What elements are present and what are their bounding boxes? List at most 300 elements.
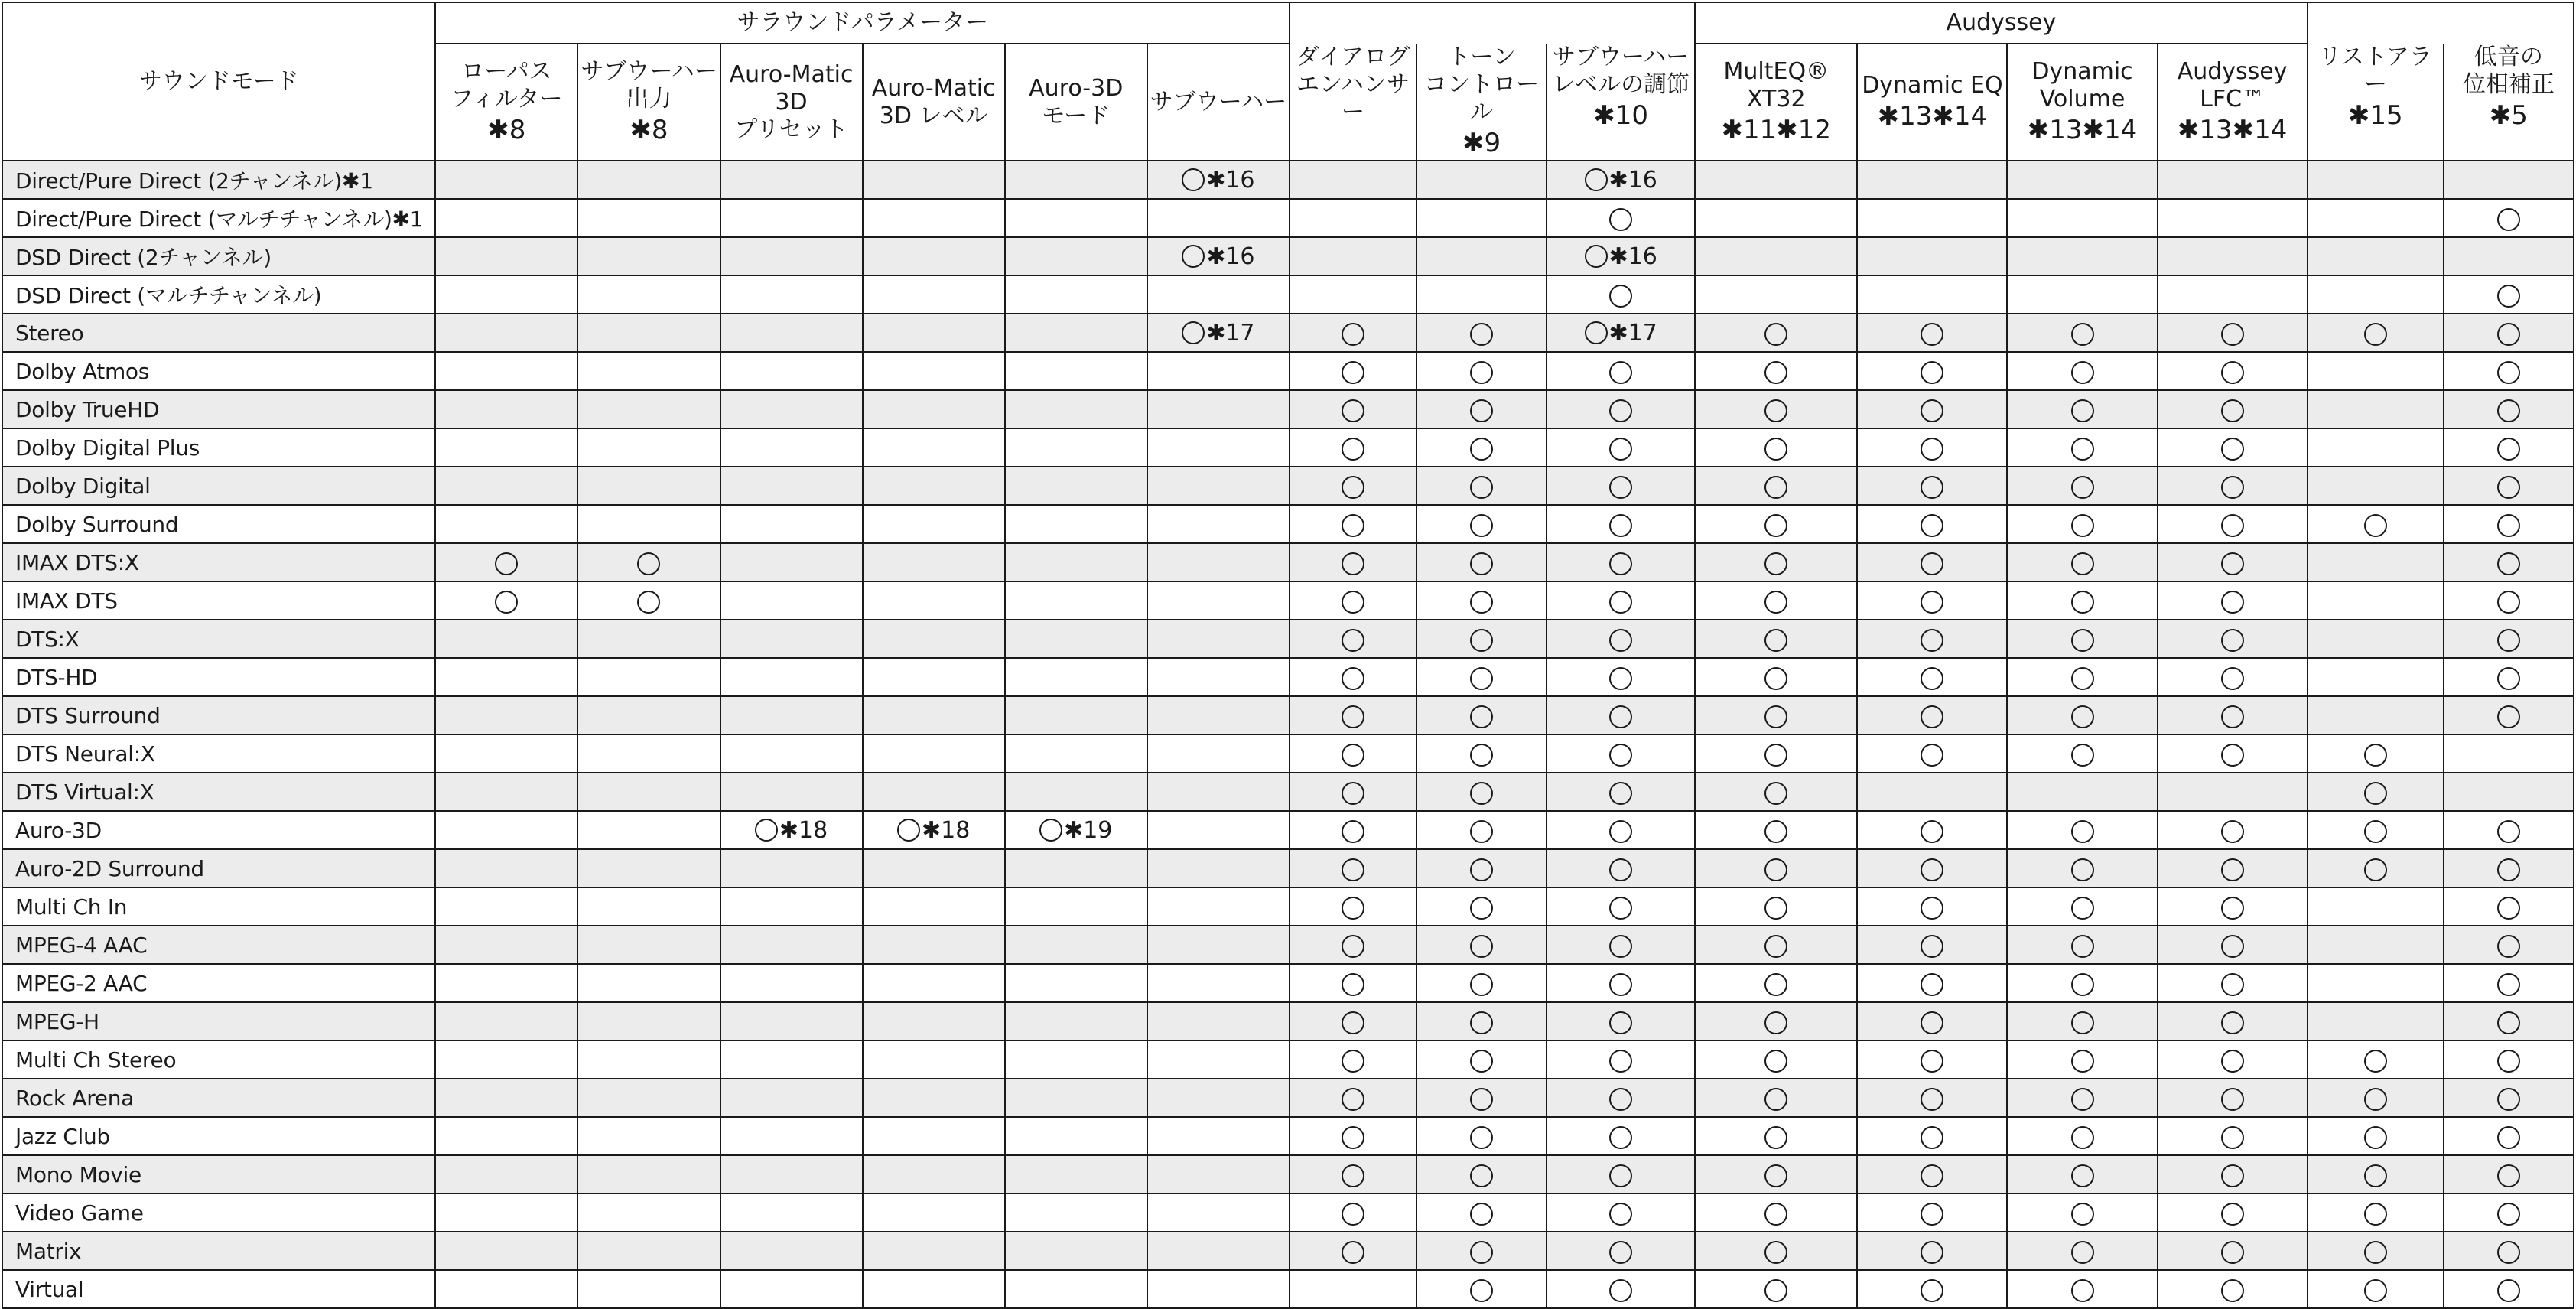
supported-circle-icon: [1609, 1164, 1632, 1187]
support-cell: [1857, 926, 2007, 964]
supported-circle-icon: [1764, 858, 1787, 881]
supported-circle-icon: [637, 591, 660, 614]
support-cell: [577, 505, 720, 543]
supported-circle-icon: [1342, 667, 1364, 690]
support-cell: [2007, 543, 2157, 581]
support-cell: [863, 237, 1005, 275]
support-cell: [720, 314, 863, 352]
supported-circle-icon: [1609, 629, 1632, 652]
support-cell: [2158, 505, 2308, 543]
supported-circle-icon: [1470, 667, 1493, 690]
supported-circle-icon: [1609, 208, 1632, 231]
column-header-7: [1416, 44, 1547, 161]
support-cell: [1290, 505, 1416, 543]
header-group-3: [2308, 2, 2574, 44]
supported-circle-icon: [1921, 744, 1943, 767]
supported-circle-icon: [1921, 323, 1943, 346]
support-cell: [1290, 1040, 1416, 1079]
supported-circle-icon: [1182, 168, 1205, 191]
support-cell: [720, 1079, 863, 1117]
support-cell: [1695, 887, 1857, 926]
support-cell: [435, 237, 577, 275]
support-cell: [435, 734, 577, 773]
support-cell: [1005, 505, 1147, 543]
support-cell: [1005, 275, 1147, 314]
supported-circle-icon: [1470, 514, 1493, 537]
footnote-ref: ✱17: [1206, 319, 1255, 347]
column-header-line: ダイアログ: [1296, 44, 1410, 70]
supported-circle-icon: [2497, 897, 2520, 920]
support-cell: [2308, 811, 2444, 849]
support-cell: [1695, 1040, 1857, 1079]
supported-circle-icon: [2071, 552, 2094, 575]
support-cell: [1857, 620, 2007, 658]
support-cell: [1005, 161, 1147, 199]
support-cell: [2308, 1155, 2444, 1193]
supported-circle-icon: [1470, 1088, 1493, 1111]
support-cell: [720, 161, 863, 199]
supported-circle-icon: [1921, 552, 1943, 575]
table-row: [2, 620, 2574, 658]
column-header-8: [1547, 44, 1695, 161]
support-cell: [1290, 658, 1416, 696]
support-cell: [2007, 237, 2157, 275]
support-cell: [1547, 926, 1695, 964]
support-cell: [1147, 1270, 1290, 1308]
support-cell: [2007, 1270, 2157, 1308]
support-cell: [720, 964, 863, 1002]
support-cell: [435, 1155, 577, 1193]
support-cell: [1547, 1232, 1695, 1270]
support-cell: [1857, 696, 2007, 734]
support-cell: [1290, 161, 1416, 199]
supported-circle-icon: [1921, 399, 1943, 422]
supported-circle-icon: [2364, 1126, 2387, 1149]
support-cell: [2007, 275, 2157, 314]
support-cell: [1695, 1155, 1857, 1193]
support-cell: [435, 1232, 577, 1270]
supported-circle-icon: [1342, 361, 1364, 384]
column-header-line: 3D: [775, 88, 808, 116]
support-cell: [1147, 428, 1290, 467]
column-header-line: 低音の: [2474, 44, 2543, 70]
supported-circle-icon: [1764, 323, 1787, 346]
support-cell: [720, 773, 863, 811]
support-cell: [863, 1232, 1005, 1270]
support-cell: [863, 811, 1005, 849]
supported-circle-icon: [1609, 782, 1632, 805]
supported-circle-icon: [1470, 438, 1493, 461]
support-cell: [2444, 1193, 2574, 1232]
support-cell: [863, 1193, 1005, 1232]
support-cell: [435, 849, 577, 887]
supported-circle-icon: [1609, 897, 1632, 920]
support-cell: [2007, 1232, 2157, 1270]
support-cell: [577, 199, 720, 237]
support-cell: [2158, 1117, 2308, 1155]
support-cell: [577, 887, 720, 926]
support-cell: [1857, 237, 2007, 275]
supported-circle-icon: [1342, 629, 1364, 652]
support-cell: [863, 275, 1005, 314]
sound-mode-name: DTS Neural:X: [2, 734, 435, 773]
support-cell: [720, 1193, 863, 1232]
table-row: [2, 352, 2574, 390]
support-cell: [1147, 390, 1290, 428]
supported-circle-icon: [1921, 897, 1943, 920]
supported-circle-icon: [1764, 820, 1787, 843]
support-cell: [2007, 964, 2157, 1002]
support-cell: [1147, 352, 1290, 390]
support-cell: [863, 505, 1005, 543]
column-header-line: Volume: [2039, 85, 2126, 112]
sound-mode-name: Multi Ch In: [2, 887, 435, 926]
supported-circle-icon: [2497, 1088, 2520, 1111]
column-header-1: [577, 44, 720, 161]
supported-circle-icon: [1764, 399, 1787, 422]
column-header-13: [2308, 44, 2444, 161]
support-cell: [435, 352, 577, 390]
supported-circle-icon: [1470, 1203, 1493, 1226]
support-cell: [2158, 1002, 2308, 1040]
supported-circle-icon: [2221, 1088, 2244, 1111]
sound-mode-name: DTS Surround: [2, 696, 435, 734]
support-cell: [435, 390, 577, 428]
supported-circle-icon: [1921, 514, 1943, 537]
support-cell: [1416, 161, 1547, 199]
supported-circle-icon: [1470, 399, 1493, 422]
sound-mode-name: Virtual: [2, 1270, 435, 1308]
support-cell: [577, 1270, 720, 1308]
support-cell: [1857, 467, 2007, 505]
supported-circle-icon: [1470, 1241, 1493, 1264]
support-cell: [435, 199, 577, 237]
support-cell: [577, 696, 720, 734]
table-row: [2, 1002, 2574, 1040]
supported-circle-icon: [1342, 552, 1364, 575]
support-cell: [1147, 734, 1290, 773]
support-cell: [1547, 849, 1695, 887]
support-cell: [2444, 1232, 2574, 1270]
supported-circle-icon: [2221, 1164, 2244, 1187]
support-cell: [1147, 1117, 1290, 1155]
sound-mode-name: Matrix: [2, 1232, 435, 1270]
supported-circle-icon: [1342, 1088, 1364, 1111]
table-row: [2, 1232, 2574, 1270]
column-header-note: ✱11✱12: [1721, 114, 1832, 145]
supported-circle-icon: [1921, 1050, 1943, 1073]
sound-mode-name: Multi Ch Stereo: [2, 1040, 435, 1079]
supported-circle-icon: [2071, 897, 2094, 920]
support-cell: [435, 428, 577, 467]
supported-circle-icon: [1342, 858, 1364, 881]
support-cell: [577, 734, 720, 773]
support-cell: [1416, 543, 1547, 581]
supported-circle-icon: [1470, 591, 1493, 614]
supported-circle-icon: [755, 819, 778, 842]
support-cell: [720, 811, 863, 849]
support-cell: [2007, 811, 2157, 849]
support-cell: [1290, 1193, 1416, 1232]
table-body: [2, 161, 2574, 1308]
support-cell: [863, 773, 1005, 811]
supported-circle-icon: [1609, 667, 1632, 690]
supported-circle-icon: [1609, 1126, 1632, 1149]
supported-circle-icon: [2071, 973, 2094, 996]
support-cell: [1857, 1117, 2007, 1155]
support-cell: [435, 581, 577, 620]
support-cell: [1695, 1079, 1857, 1117]
support-cell: [435, 161, 577, 199]
table-row: [2, 467, 2574, 505]
supported-circle-icon: [2071, 858, 2094, 881]
support-cell: [1290, 1002, 1416, 1040]
table-row: [2, 926, 2574, 964]
column-header-line: Dynamic EQ: [1862, 71, 2003, 99]
support-cell: [1547, 620, 1695, 658]
support-cell: [863, 543, 1005, 581]
header-group-row: [2, 2, 2574, 44]
sound-mode-table: [2, 2, 2574, 1309]
supported-circle-icon: [2071, 399, 2094, 422]
supported-circle-icon: [2221, 1011, 2244, 1034]
support-cell: [1857, 581, 2007, 620]
supported-circle-icon: [2221, 361, 2244, 384]
support-cell: [720, 1117, 863, 1155]
support-cell: [1416, 1232, 1547, 1270]
table-row: [2, 275, 2574, 314]
supported-circle-icon: [1764, 935, 1787, 958]
support-cell: [2444, 352, 2574, 390]
support-cell: [1147, 658, 1290, 696]
supported-circle-icon: [1470, 897, 1493, 920]
support-cell: [1416, 199, 1547, 237]
support-cell: [1147, 161, 1290, 199]
column-header-note: ✱13✱14: [2027, 114, 2138, 145]
support-cell: [2308, 161, 2444, 199]
support-cell: [2158, 161, 2308, 199]
column-header-line: トーン: [1447, 44, 1516, 70]
support-cell: [435, 964, 577, 1002]
column-header-line: フィルター: [450, 85, 563, 112]
support-cell: [1147, 581, 1290, 620]
column-header-3: [863, 44, 1005, 161]
support-cell: [1857, 1079, 2007, 1117]
support-cell: [1547, 1079, 1695, 1117]
support-cell: [1695, 964, 1857, 1002]
sound-mode-name: MPEG-4 AAC: [2, 926, 435, 964]
supported-circle-icon: [2364, 744, 2387, 767]
supported-circle-icon: [2071, 361, 2094, 384]
support-cell: [720, 620, 863, 658]
support-cell: [2444, 734, 2574, 773]
column-header-line: コントロール: [1424, 71, 1540, 125]
supported-circle-icon: [2497, 1011, 2520, 1034]
support-cell: [1695, 275, 1857, 314]
support-cell: [863, 428, 1005, 467]
supported-circle-icon: [1342, 1011, 1364, 1034]
sound-mode-name: DSD Direct (マルチチャンネル): [2, 275, 435, 314]
support-cell: [1290, 390, 1416, 428]
support-cell: [1005, 1232, 1147, 1270]
supported-circle-icon: [1470, 1126, 1493, 1149]
support-cell: [577, 237, 720, 275]
support-cell: [1147, 887, 1290, 926]
supported-circle-icon: [2364, 858, 2387, 881]
support-cell: [1005, 1270, 1147, 1308]
supported-circle-icon: [2071, 629, 2094, 652]
support-cell: [2158, 811, 2308, 849]
support-cell: [863, 887, 1005, 926]
support-cell: [2007, 1002, 2157, 1040]
support-cell: [1005, 1155, 1147, 1193]
support-cell: [1416, 734, 1547, 773]
supported-circle-icon: [2497, 935, 2520, 958]
support-cell: [577, 964, 720, 1002]
support-cell: [1416, 428, 1547, 467]
supported-circle-icon: [1609, 820, 1632, 843]
support-cell: [2444, 849, 2574, 887]
support-cell: [2444, 275, 2574, 314]
support-cell: [2007, 1079, 2157, 1117]
supported-circle-icon: [1342, 973, 1364, 996]
sound-mode-name: Dolby Surround: [2, 505, 435, 543]
support-cell: [1005, 1079, 1147, 1117]
support-cell: [720, 581, 863, 620]
supported-circle-icon: [2071, 1241, 2094, 1264]
table-row: [2, 849, 2574, 887]
support-cell: [1416, 352, 1547, 390]
column-header-12: [2158, 44, 2308, 161]
support-cell: [1547, 428, 1695, 467]
support-cell: [1695, 505, 1857, 543]
support-cell: [2444, 1155, 2574, 1193]
support-cell: [2308, 658, 2444, 696]
support-cell: [1005, 734, 1147, 773]
sound-mode-name: MPEG-H: [2, 1002, 435, 1040]
table-row: [2, 390, 2574, 428]
support-cell: [1695, 237, 1857, 275]
supported-circle-icon: [495, 591, 518, 614]
support-cell: [577, 467, 720, 505]
support-cell: [2158, 734, 2308, 773]
supported-circle-icon: [2071, 1088, 2094, 1111]
support-cell: [1416, 849, 1547, 887]
column-header-line: 出力: [626, 85, 672, 112]
supported-circle-icon: [2221, 1203, 2244, 1226]
support-cell: [1290, 199, 1416, 237]
support-cell: [1147, 696, 1290, 734]
support-cell: [2308, 314, 2444, 352]
supported-circle-icon: [1609, 476, 1632, 499]
supported-circle-icon: [1342, 399, 1364, 422]
column-header-note: ✱9: [1462, 128, 1501, 158]
support-cell: [720, 926, 863, 964]
supported-circle-icon: [2497, 1126, 2520, 1149]
supported-circle-icon: [2071, 1126, 2094, 1149]
support-cell: [720, 467, 863, 505]
supported-circle-icon: [2497, 629, 2520, 652]
column-header-9: [1695, 44, 1857, 161]
support-cell: [2444, 811, 2574, 849]
support-cell: [1547, 1040, 1695, 1079]
supported-circle-icon: [1764, 1203, 1787, 1226]
column-header-line: Auro-Matic: [729, 60, 854, 88]
supported-circle-icon: [1342, 1050, 1364, 1073]
support-cell: [2308, 1193, 2444, 1232]
support-cell: [720, 275, 863, 314]
supported-circle-icon: [1470, 973, 1493, 996]
support-cell: [2158, 1040, 2308, 1079]
supported-circle-icon: [1609, 1050, 1632, 1073]
support-cell: [1147, 1079, 1290, 1117]
supported-circle-icon: [1609, 1011, 1632, 1034]
support-cell: [2007, 1040, 2157, 1079]
support-cell: [1290, 1155, 1416, 1193]
support-cell: [2308, 505, 2444, 543]
support-cell: [863, 161, 1005, 199]
support-cell: [435, 1270, 577, 1308]
support-cell: [2158, 352, 2308, 390]
support-cell: [1147, 849, 1290, 887]
support-cell: [435, 887, 577, 926]
support-cell: [2007, 1193, 2157, 1232]
column-header-note: ✱8: [487, 114, 526, 145]
support-cell: [1290, 1232, 1416, 1270]
supported-circle-icon: [2221, 1126, 2244, 1149]
supported-circle-icon: [1764, 973, 1787, 996]
support-cell: [720, 199, 863, 237]
table-row: [2, 581, 2574, 620]
supported-circle-icon: [1764, 744, 1787, 767]
supported-circle-icon: [1470, 705, 1493, 728]
supported-circle-icon: [1921, 1203, 1943, 1226]
supported-circle-icon: [1470, 858, 1493, 881]
supported-circle-icon: [2221, 323, 2244, 346]
supported-circle-icon: [2071, 476, 2094, 499]
support-cell: [577, 275, 720, 314]
supported-circle-icon: [1764, 1164, 1787, 1187]
supported-circle-icon: [1764, 476, 1787, 499]
support-cell: [2444, 161, 2574, 199]
supported-circle-icon: [2497, 1050, 2520, 1073]
support-cell: [1290, 696, 1416, 734]
sound-mode-name: Video Game: [2, 1193, 435, 1232]
support-cell: [1147, 1155, 1290, 1193]
supported-circle-icon: [2071, 591, 2094, 614]
sound-mode-name: Auro-3D: [2, 811, 435, 849]
support-cell: [2007, 849, 2157, 887]
supported-circle-icon: [1764, 705, 1787, 728]
support-cell: [720, 390, 863, 428]
support-cell: [1547, 1270, 1695, 1308]
support-cell: [1547, 1155, 1695, 1193]
column-header-line: Dynamic: [2031, 57, 2133, 85]
supported-circle-icon: [2071, 744, 2094, 767]
support-cell: [720, 1155, 863, 1193]
support-cell: [1857, 275, 2007, 314]
column-header-line: レベルの調節: [1552, 71, 1690, 98]
supported-circle-icon: [1609, 438, 1632, 461]
support-cell: [1857, 161, 2007, 199]
support-cell: [1416, 658, 1547, 696]
support-cell: [1005, 964, 1147, 1002]
support-cell: [863, 581, 1005, 620]
sound-mode-name: Direct/Pure Direct (2チャンネル)✱1: [2, 161, 435, 199]
support-cell: [1005, 887, 1147, 926]
support-cell: [1547, 658, 1695, 696]
table-row: [2, 658, 2574, 696]
